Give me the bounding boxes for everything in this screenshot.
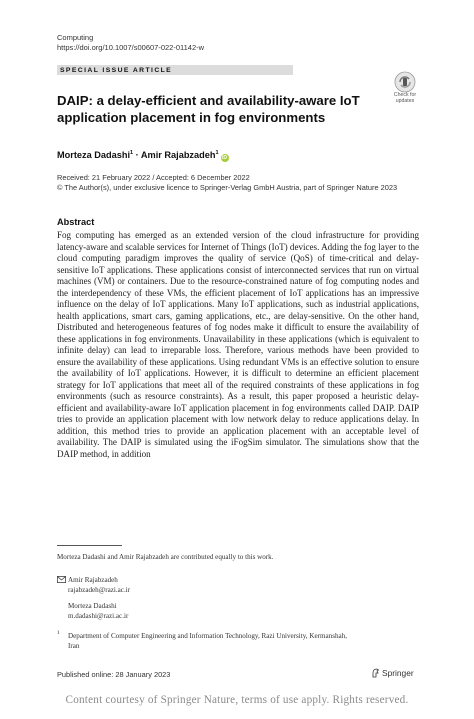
journal-header bbox=[57, 33, 204, 53]
courtesy-watermark: Content courtesy of Springer Nature, terms of use apply. Rights reserved. bbox=[65, 694, 409, 706]
badge-line-1: Check for bbox=[393, 92, 417, 98]
equal-contribution-note: Morteza Dadashi and Amir Rajabzadeh are contributed equally to this work. bbox=[57, 553, 274, 561]
author-name[interactable]: Morteza Dadashi bbox=[57, 150, 131, 161]
springer-horse-icon bbox=[371, 668, 380, 678]
copyright-line: © The Author(s), under exclusive licence to Springer-Verlag GmbH Austria, part of Springer Nature 2023 bbox=[57, 183, 398, 192]
contact-email[interactable]: rajabzadeh@razi.ac.ir bbox=[68, 585, 131, 594]
author-list bbox=[57, 147, 229, 162]
publisher-logo bbox=[371, 668, 414, 678]
affiliation-number: 1 bbox=[57, 630, 60, 636]
affiliation-line: Iran bbox=[68, 641, 80, 650]
abstract-text: Fog computing has emerged as an extended version of the cloud infrastructure for providing latency-aware and scalable services for Internet of Things (IoT) devices. Adding the fog layer to the cloud computing paradigm improves the quality of service (QoS) of time-critical and delay-sensitive IoT applications. These applications consist of interconnected services that run on virtual machines (VM) or containers. Due to the resource-constrained nature of fog computing nodes and the interdependency of these VMs, the efficient placement of IoT applications has an impressive influence on the delay of IoT applications. Many IoT applications, such as industrial applications, health applications, smart cars, gaming applications, etc., are delay-sensitive. On the other hand, Distributed and heterogeneous features of fog nodes make it difficult to ensure the availability of these applications in fog environments. Unavailability in these applications (which is equivalent to infinite delay) can lead to irreparable loss. Therefore, various methods have been provided to ensure the availability of these applications. Using redundant VMs is an effective solution to ensure the availability of IoT applications. However, it is difficult to determine an efficient placement strategy for IoT applications that meet all of the required constraints of these applications in fog environments (such as resource constraints). As a result, this paper proposed a heuristic delay-efficient and availability-aware IoT application placement in fog environments called DAIP. DAIP tries to provide an application placement with low network delay to reduce applications delay. In addition, this method tries to provide an application placement with an acceptable level of availability. The DAIP is simulated using the iFogSim simulator. The simulations show that the DAIP method, in addition bbox=[57, 230, 419, 459]
author-affiliation-sup: 1 bbox=[215, 150, 219, 156]
contact-email[interactable]: m.dadashi@razi.ac.ir bbox=[68, 611, 129, 620]
contact-name: Amir Rajabzadeh bbox=[68, 576, 118, 584]
article-dates bbox=[57, 173, 437, 193]
check-for-updates-icon bbox=[394, 71, 416, 93]
badge-line-2: updates bbox=[395, 97, 415, 104]
publisher-name: Springer bbox=[382, 668, 414, 678]
author-name[interactable]: Amir Rajabzadeh bbox=[140, 150, 216, 161]
journal-name: Computing bbox=[57, 33, 94, 42]
contact-entry bbox=[68, 576, 130, 595]
check-for-updates-badge[interactable] bbox=[385, 71, 425, 105]
affiliation-line: Department of Computer Engineering and Information Technology, Razi University, Kermanshah, bbox=[68, 632, 347, 640]
affiliation bbox=[68, 632, 418, 651]
envelope-icon bbox=[57, 576, 66, 585]
author-affiliation-sup: 1 bbox=[130, 150, 134, 156]
orcid-icon[interactable]: iD bbox=[222, 155, 228, 162]
footnote-divider bbox=[57, 545, 122, 546]
section-label: SPECIAL ISSUE ARTICLE bbox=[60, 66, 173, 74]
abstract-heading: Abstract bbox=[57, 217, 95, 227]
contact-entry bbox=[68, 602, 128, 621]
doi-link[interactable]: https://doi.org/10.1007/s00607-022-01142-w bbox=[57, 43, 205, 52]
contact-name: Morteza Dadashi bbox=[68, 602, 117, 610]
published-date: Published online: 28 January 2023 bbox=[57, 670, 171, 679]
received-accepted-dates: Received: 21 February 2022 / Accepted: 6 December 2022 bbox=[57, 173, 250, 182]
article-title: DAIP: a delay-efficient and availability-aware IoT application placement in fog environments bbox=[57, 93, 360, 125]
author-separator: · bbox=[135, 150, 139, 161]
